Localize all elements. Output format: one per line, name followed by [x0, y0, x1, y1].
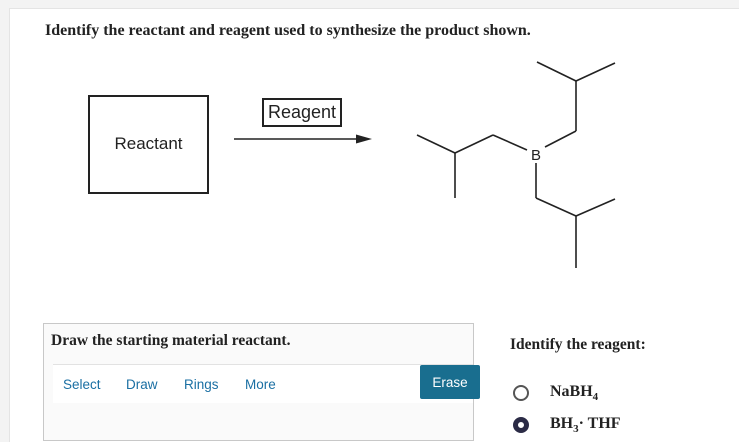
- draw-panel-title: Draw the starting material reactant.: [51, 332, 291, 349]
- reagent-prompt: Identify the reagent:: [510, 336, 646, 353]
- arrow-head: [356, 135, 372, 144]
- reactant-label: Reactant: [114, 133, 183, 153]
- question-text: Identify the reactant and reagent used to synthesize the product shown.: [45, 22, 531, 39]
- option-bh3-thf[interactable]: [513, 415, 621, 435]
- boron-atom-label: B: [530, 147, 542, 164]
- reagent-label: Reagent: [267, 102, 337, 122]
- option-nabh4[interactable]: [513, 383, 598, 403]
- option-label: NaBH$_4$: [550, 383, 599, 404]
- tool-draw[interactable]: Draw: [126, 377, 158, 392]
- tool-rings[interactable]: Rings: [184, 377, 219, 392]
- erase-button[interactable]: Erase: [420, 365, 480, 399]
- product-structure: [417, 62, 615, 268]
- tool-select[interactable]: Select: [63, 377, 101, 392]
- drawing-toolbar: [53, 364, 473, 403]
- radio-button-selected[interactable]: [513, 417, 529, 433]
- draw-panel: [43, 323, 474, 441]
- option-label: $BH_3\cdot$ THF: [550, 415, 621, 436]
- radio-button[interactable]: [513, 385, 529, 401]
- tool-more[interactable]: More: [245, 377, 276, 392]
